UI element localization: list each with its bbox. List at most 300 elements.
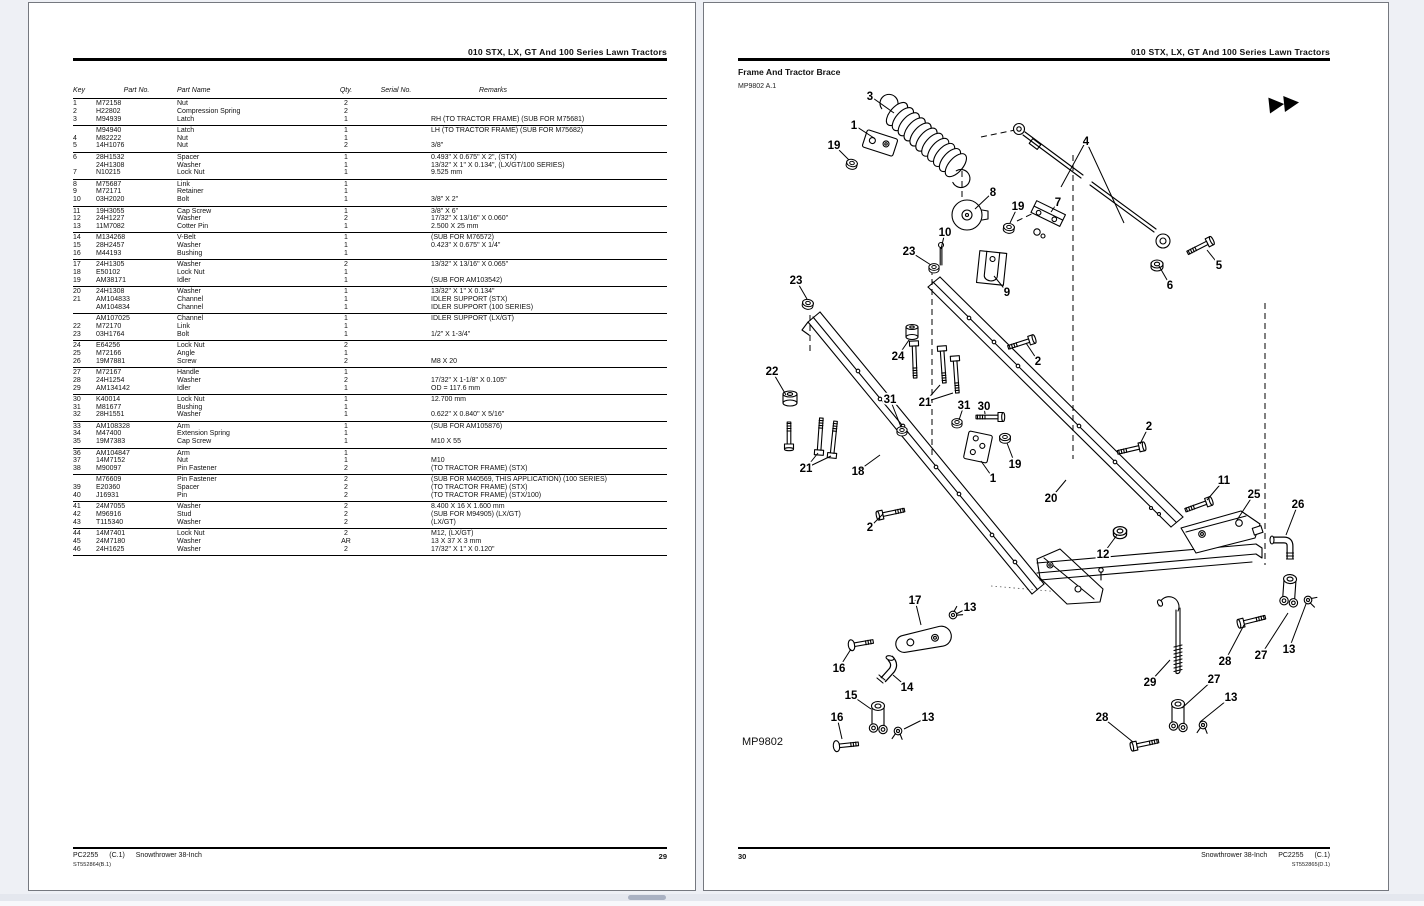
callout-number: 2 [866, 522, 874, 534]
cell-pname: Washer [177, 288, 201, 296]
cell-pname: Extension Spring [177, 430, 230, 438]
cell-pno: AM104847 [96, 449, 130, 457]
cell-rem [431, 269, 667, 277]
table-row [73, 215, 667, 223]
cell-pname: Bolt [177, 330, 190, 338]
doc-code: PC2255 [73, 852, 99, 859]
table-row [73, 465, 667, 473]
cell-ser [361, 546, 431, 554]
elbow-part-14 [877, 655, 894, 683]
cell-pno: M82222 [96, 134, 122, 142]
cell-rem: (SUB FOR M76572) [431, 234, 495, 242]
footer-subcode: ST552865(D.1) [1291, 862, 1330, 868]
bolt-28 [1129, 737, 1159, 752]
table-group [73, 99, 667, 126]
cell-pname: Stud [177, 511, 192, 519]
callout-number: 21 [918, 397, 932, 409]
cell-pno: J16931 [96, 492, 119, 500]
cell-qty: 2 [344, 465, 348, 473]
callout-number: 13 [921, 712, 935, 724]
callout-number: 3 [866, 91, 874, 103]
cell-rem [431, 369, 667, 377]
jbolt-part-29 [1156, 597, 1182, 674]
cell-key: 43 [73, 518, 81, 526]
col-header-remarks: Remarks [479, 87, 508, 94]
cell-pname: Spacer [177, 153, 200, 161]
cell-qty: 1 [344, 395, 348, 403]
callout-number: 27 [1254, 650, 1268, 662]
cell-qty: 1 [344, 269, 348, 277]
cell-ser [361, 154, 431, 162]
cell-ser [361, 484, 431, 492]
parts-table [73, 87, 667, 556]
cell-qty: 1 [344, 242, 348, 250]
callout-number: 16 [830, 712, 844, 724]
cell-rem [431, 181, 667, 189]
cell-ser [361, 450, 431, 458]
cell-rem: M12, (LX/GT) [431, 530, 474, 538]
bolt-28 [1236, 613, 1266, 629]
cell-qty: 1 [344, 438, 348, 446]
cell-ser [361, 304, 431, 312]
cell-ser [361, 196, 431, 204]
table-row [73, 538, 667, 546]
callout-number: 23 [902, 246, 916, 258]
table-group [73, 260, 667, 287]
table-row [73, 450, 667, 458]
bolt-21 [814, 418, 826, 456]
cell-key: 30 [73, 395, 81, 403]
channel-part-9 [977, 251, 1007, 286]
bolt-2 [875, 506, 905, 521]
callout-number: 7 [1054, 197, 1062, 209]
header-rule [73, 58, 667, 61]
callout-number: 9 [1003, 287, 1011, 299]
cell-pno: 24M7180 [96, 538, 126, 546]
cell-rem [431, 135, 667, 143]
cell-qty: 1 [344, 403, 348, 411]
callout-number: 2 [1034, 356, 1042, 368]
cell-key: 7 [73, 169, 77, 177]
cell-pname: Washer [177, 215, 201, 223]
cell-ser [361, 142, 431, 150]
cell-rem: 1/2" X 1-3/4" [431, 330, 471, 338]
doc-revision: (C.1) [1314, 852, 1330, 859]
table-row [73, 530, 667, 538]
cell-ser [361, 396, 431, 404]
callout-number: 31 [883, 394, 897, 406]
cell-pname: Cap Screw [177, 207, 212, 215]
cell-ser [361, 423, 431, 431]
table-row [73, 423, 667, 431]
bolt-2 [1117, 442, 1147, 457]
cell-pname: Lock Nut [177, 269, 205, 277]
cell-rem: RH (TO TRACTOR FRAME) (SUB FOR M75681) [431, 115, 585, 123]
cell-qty: 1 [344, 330, 348, 338]
cell-pname: Angle [177, 349, 195, 357]
cell-pname: Bushing [177, 403, 203, 411]
cell-key [73, 127, 96, 135]
cell-rem: (SUB FOR AM105876) [431, 422, 503, 430]
elbow-part-26 [1270, 536, 1294, 559]
cell-qty: 2 [344, 503, 348, 511]
cell-ser [361, 538, 431, 546]
cell-key: 33 [73, 422, 81, 430]
callout-number: 13 [963, 602, 977, 614]
table-row [73, 430, 667, 438]
cell-pno: E64256 [96, 342, 121, 350]
cell-key: 34 [73, 430, 81, 438]
table-row [73, 503, 667, 511]
window-background [0, 901, 1424, 906]
table-row [73, 350, 667, 358]
cell-pname: Channel [177, 315, 204, 323]
cell-pno: M81677 [96, 403, 122, 411]
cell-pno: 24H1254 [96, 376, 125, 384]
table-row [73, 511, 667, 519]
horizontal-scrollbar-thumb[interactable] [628, 895, 666, 900]
page-number: 29 [658, 852, 667, 861]
cell-rem: M8 X 20 [431, 357, 458, 365]
cell-rem: LH (TO TRACTOR FRAME) (SUB FOR M75682) [431, 126, 584, 134]
cell-qty: 1 [344, 276, 348, 284]
cell-pname: Nut [177, 100, 188, 107]
cell-pname: Pin Fastener [177, 465, 217, 473]
cell-key: 13 [73, 223, 81, 231]
bracket-part-25 [1181, 511, 1263, 553]
cell-key: 45 [73, 538, 81, 546]
table-group [73, 287, 667, 314]
cell-pname: Channel [177, 296, 204, 304]
col-header-serial: Serial No. [380, 87, 412, 94]
cell-key: 22 [73, 322, 81, 330]
cell-qty: 1 [344, 161, 348, 169]
cell-ser [361, 404, 431, 412]
page-header-title: 010 STX, LX, GT And 100 Series Lawn Tractors [467, 47, 667, 57]
cell-rem: IDLER SUPPORT (100 SERIES) [431, 303, 534, 311]
cell-key: 46 [73, 545, 81, 553]
bolt-under-22 [785, 422, 794, 451]
cell-pno: M90097 [96, 465, 122, 473]
cell-key: 3 [73, 115, 77, 123]
cell-pno: AM107025 [96, 315, 130, 323]
col-header-part-name: Part Name [177, 87, 211, 94]
cell-ser [361, 162, 431, 170]
table-group [73, 341, 667, 368]
cell-key: 12 [73, 215, 81, 223]
cell-ser [361, 519, 431, 527]
cell-rem: (TO TRACTOR FRAME) (STX) [431, 484, 528, 492]
cell-key: 11 [73, 207, 81, 215]
cell-rem: (LX/GT) [431, 518, 456, 526]
callout-number: 18 [851, 466, 865, 478]
table-row [73, 223, 667, 231]
cell-ser [361, 188, 431, 196]
cell-ser [361, 438, 431, 446]
cell-ser [361, 350, 431, 358]
cell-ser [361, 530, 431, 538]
cell-ser [361, 296, 431, 304]
cell-pname: Washer [177, 518, 201, 526]
cell-qty: 1 [344, 196, 348, 204]
cell-pno: N10215 [96, 169, 121, 177]
cell-qty: 2 [344, 545, 348, 553]
table-row [73, 358, 667, 366]
cell-key: 31 [73, 403, 81, 411]
table-row [73, 438, 667, 446]
cell-ser [361, 492, 431, 500]
doc-code: PC2255 [1278, 852, 1304, 859]
cell-key: 8 [73, 180, 77, 188]
cell-qty: 2 [344, 376, 348, 384]
cell-qty: 1 [344, 368, 348, 376]
cell-key: 24 [73, 342, 81, 350]
cell-qty: 1 [344, 457, 348, 465]
cell-qty: 1 [344, 349, 348, 357]
cell-key: 40 [73, 492, 81, 500]
table-group [73, 449, 667, 476]
table-row [73, 242, 667, 250]
cell-pname: Nut [177, 142, 188, 150]
cell-qty: 2 [344, 484, 348, 492]
horizontal-scrollbar[interactable] [0, 894, 1424, 901]
cell-pno: 28H2457 [96, 242, 125, 250]
callout-number: 19 [827, 140, 841, 152]
nut-19 [845, 158, 858, 170]
table-row [73, 396, 667, 404]
footer-left [73, 852, 202, 859]
footer-rule [73, 847, 667, 849]
cell-qty: 2 [344, 342, 348, 350]
cell-pname: Washer [177, 411, 201, 419]
parts-table-body [73, 99, 667, 556]
cell-pno: 24M7055 [96, 503, 126, 511]
cell-rem [431, 450, 667, 458]
table-group [73, 395, 667, 422]
table-row [73, 342, 667, 350]
callout-number: 27 [1207, 674, 1221, 686]
parts-table-header [73, 87, 667, 99]
cell-ser [361, 261, 431, 269]
cell-rem [431, 430, 667, 438]
cell-pno: 28H1551 [96, 411, 125, 419]
page-header-title: 010 STX, LX, GT And 100 Series Lawn Tractors [1130, 47, 1330, 57]
cell-rem [431, 404, 667, 412]
cell-pno: M94939 [96, 115, 122, 123]
cell-key: 26 [73, 357, 81, 365]
cell-qty: 1 [344, 169, 348, 177]
cell-key: 19 [73, 276, 81, 284]
callout-number: 19 [1011, 201, 1025, 213]
cell-ser [361, 127, 431, 135]
callout-number: 13 [1282, 644, 1296, 656]
callout-number: 30 [977, 401, 991, 413]
cell-key: 6 [73, 153, 77, 161]
cell-ser [361, 242, 431, 250]
table-row [73, 296, 667, 304]
cell-pname: Nut [177, 457, 188, 465]
cell-pno: K40014 [96, 395, 121, 403]
cell-qty: 2 [344, 107, 348, 115]
callout-number: 8 [989, 187, 997, 199]
cell-ser [361, 277, 431, 285]
cell-pname: Washer [177, 376, 201, 384]
callout-number: 6 [1166, 280, 1174, 292]
table-row [73, 277, 667, 285]
cell-ser [361, 476, 431, 484]
table-row [73, 154, 667, 162]
cell-pno: M72170 [96, 322, 122, 330]
cell-qty: 2 [344, 511, 348, 519]
cell-qty: 1 [344, 422, 348, 430]
cell-qty: 1 [344, 207, 348, 215]
cell-pname: Washer [177, 161, 201, 169]
doc-title: Snowthrower 38-Inch [135, 852, 202, 859]
cell-pname: Lock Nut [177, 169, 205, 177]
cell-pno: AM108328 [96, 422, 130, 430]
cell-pname: Latch [177, 115, 195, 123]
cell-qty: 1 [344, 303, 348, 311]
cell-key [73, 315, 96, 323]
cell-ser [361, 377, 431, 385]
cell-qty: 1 [344, 288, 348, 296]
cell-ser [361, 358, 431, 366]
cell-pno: 11M7082 [96, 223, 125, 231]
cell-key: 17 [73, 261, 81, 269]
table-row [73, 323, 667, 331]
cell-pno: 19H3055 [96, 207, 125, 215]
table-row [73, 377, 667, 385]
cell-pname: Washer [177, 538, 201, 546]
callout-number: 20 [1044, 493, 1058, 505]
table-group [73, 314, 667, 341]
cell-pname: Washer [177, 261, 201, 269]
cell-ser [361, 385, 431, 393]
cell-qty: 1 [344, 180, 348, 188]
cell-rem [431, 188, 667, 196]
cell-key: 5 [73, 142, 77, 150]
cell-pname: Compression Spring [177, 107, 241, 115]
cell-pname: Channel [177, 303, 204, 311]
cell-pno: 28H1532 [96, 153, 125, 161]
cell-rem: 0.423" X 0.675" X 1/4" [431, 242, 501, 250]
cell-pno: 03H1764 [96, 330, 125, 338]
cell-pname: Pin Fastener [177, 476, 217, 484]
cell-qty: AR [341, 538, 351, 546]
cell-pname: Arm [177, 449, 190, 457]
table-row [73, 208, 667, 216]
cell-pname: Lock Nut [177, 530, 205, 538]
cell-key [73, 304, 96, 312]
cell-pname: Nut [177, 134, 188, 142]
callout-number: 10 [938, 227, 952, 239]
cell-pno: 14M7152 [96, 457, 126, 465]
figure-label: MP9802 [742, 736, 783, 748]
cell-rem: 0.622" X 0.840" X 5/16" [431, 411, 505, 419]
callout-number: 25 [1247, 489, 1261, 501]
bracket-part-17 [894, 624, 953, 657]
cell-qty: 1 [344, 322, 348, 330]
cell-qty: 1 [344, 115, 348, 123]
cell-pno: T115340 [96, 518, 124, 526]
nut-31 [897, 427, 907, 436]
cell-qty: 1 [344, 126, 348, 134]
table-row [73, 315, 667, 323]
callout-number: 5 [1215, 260, 1223, 272]
callout-leader-line [1289, 604, 1306, 649]
bolt-21 [950, 356, 962, 394]
cell-key [73, 162, 96, 170]
cell-rem [431, 323, 667, 331]
cell-pname: Screw [177, 357, 197, 365]
doc-revision: (C.1) [109, 852, 125, 859]
cell-rem: 17/32" X 13/16" X 0.060" [431, 215, 509, 223]
table-row [73, 196, 667, 204]
cell-rem: (TO TRACTOR FRAME) (STX/100) [431, 492, 542, 500]
catalog-page-left [28, 2, 696, 891]
cell-rem [431, 108, 667, 116]
table-row [73, 250, 667, 258]
cell-pname: Arm [177, 422, 190, 430]
cell-qty: 1 [344, 384, 348, 392]
page-turn-arrow-icon [1268, 94, 1300, 113]
cell-ser [361, 100, 431, 108]
cell-pno: 24H1308 [96, 161, 125, 169]
cell-ser [361, 342, 431, 350]
cell-pname: Lock Nut [177, 342, 205, 350]
cell-rem: 12.700 mm [431, 395, 467, 403]
nut-23 [802, 299, 814, 311]
cell-pname: Latch [177, 126, 195, 134]
cell-rem: 17/32" X 1" X 0.120" [431, 545, 495, 553]
cell-key: 10 [73, 196, 81, 204]
callout-number: 11 [1217, 475, 1231, 487]
cell-ser [361, 331, 431, 339]
cell-qty: 2 [344, 261, 348, 269]
cell-key: 25 [73, 349, 81, 357]
cell-key: 29 [73, 384, 81, 392]
cell-pname: Spacer [177, 484, 200, 492]
table-row [73, 100, 667, 108]
callout-number: 23 [789, 275, 803, 287]
table-row [73, 188, 667, 196]
cell-rem: M10 X 55 [431, 438, 461, 446]
table-row [73, 108, 667, 116]
cell-ser [361, 208, 431, 216]
bolt-11 [1184, 496, 1214, 514]
table-group [73, 502, 667, 529]
cell-pname: Retainer [177, 188, 204, 196]
figure-code: MP9802 A.1 [738, 83, 777, 90]
table-group [73, 126, 667, 153]
callout-number: 13 [1224, 692, 1238, 704]
cell-pno: AM38171 [96, 276, 126, 284]
cell-ser [361, 465, 431, 473]
cell-rem: 17/32" X 1-1/8" X 0.105" [431, 376, 507, 384]
cell-pname: Bolt [177, 196, 190, 204]
table-row [73, 404, 667, 412]
cell-pno: AM104833 [96, 296, 130, 304]
table-row [73, 546, 667, 554]
cell-pno: E50102 [96, 269, 121, 277]
cell-key: 42 [73, 511, 81, 519]
cell-qty: 2 [344, 215, 348, 223]
callout-number: 12 [1096, 549, 1110, 561]
cell-ser [361, 234, 431, 242]
cell-ser [361, 250, 431, 258]
cell-pname: Washer [177, 545, 201, 553]
cell-rem: 3/8" X 2" [431, 196, 459, 204]
